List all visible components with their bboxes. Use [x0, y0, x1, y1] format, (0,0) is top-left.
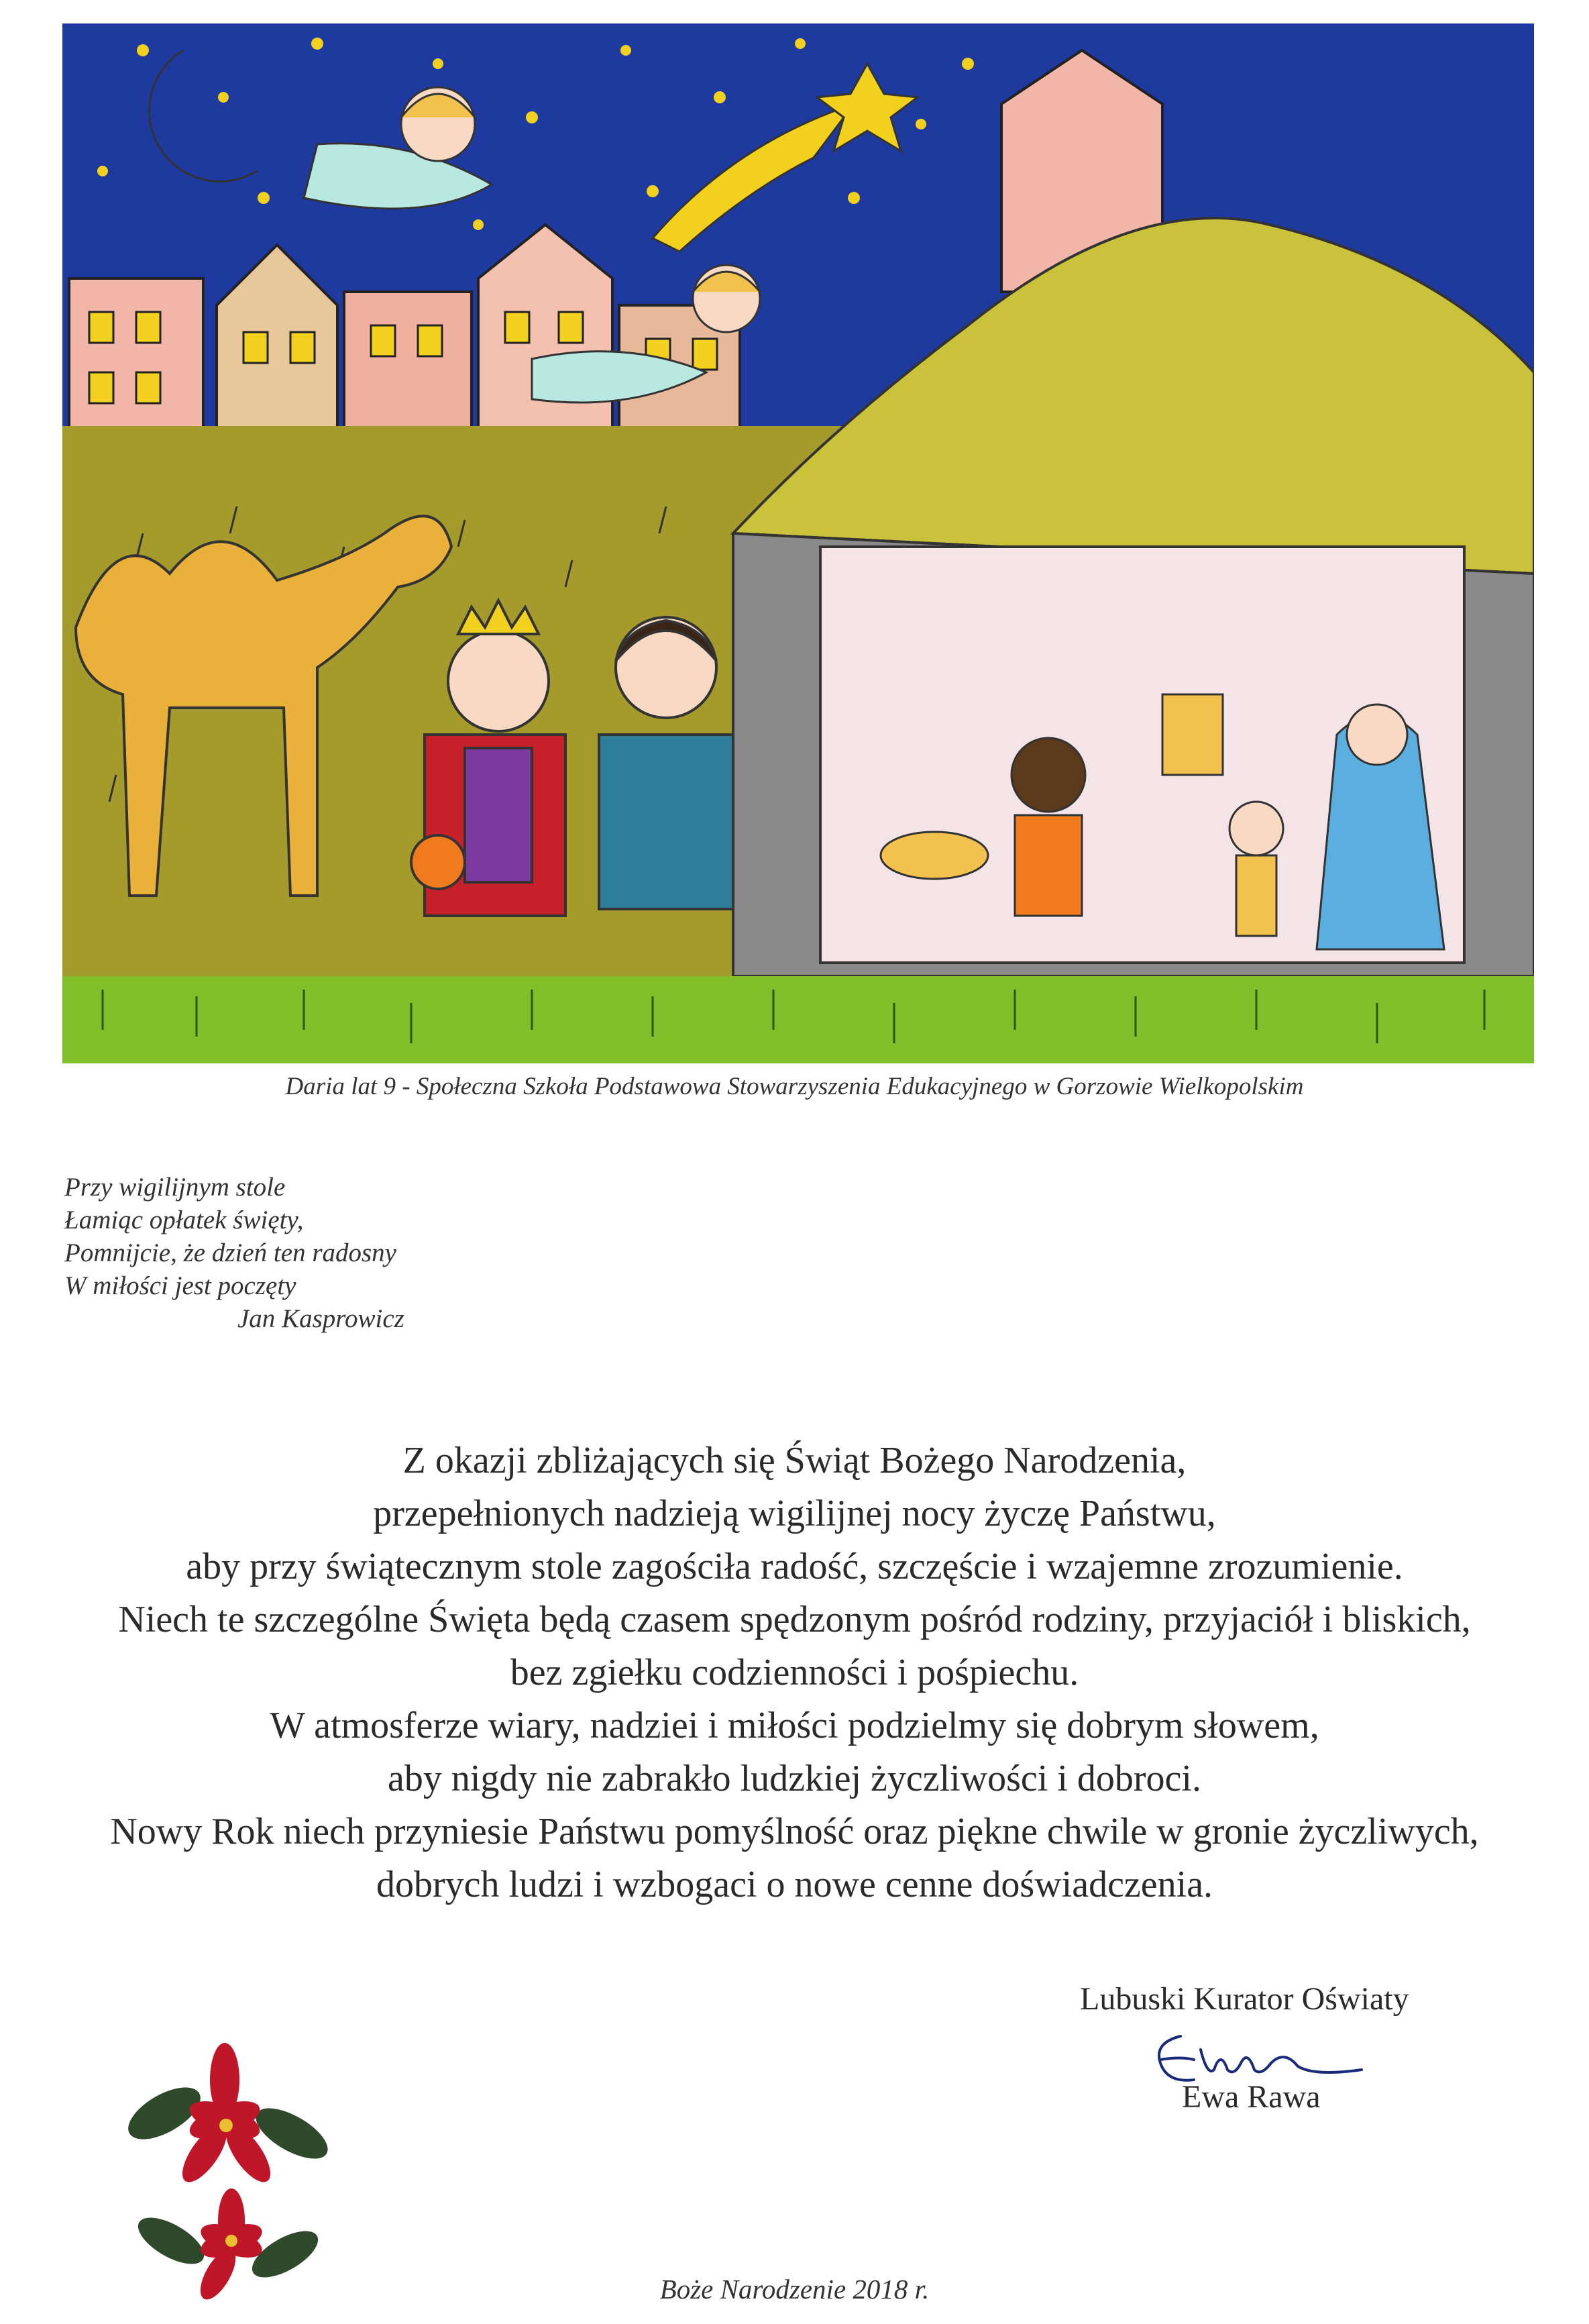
poem-line: Pomnijcie, że dzień ten radosny — [64, 1238, 396, 1267]
greeting-line: Nowy Rok niech przyniesie Państwu pomyślność oraz piękne chwile w gronie życzliwych, — [110, 1811, 1479, 1852]
poem-line: Przy wigilijnym stole — [64, 1173, 286, 1202]
greeting-line: przepełnionych nadzieją wigilijnej nocy życzę Państwu, — [373, 1493, 1216, 1534]
poem-line: W miłości jest poczęty — [64, 1271, 296, 1300]
footer-date: Boże Narodzenie 2018 r. — [659, 2274, 930, 2305]
greeting-line: aby przy świątecznym stole zagościła radość, szczęście i wzajemne zrozumienie. — [186, 1546, 1403, 1587]
nativity-illustration — [62, 23, 1534, 1063]
greeting-line: bez zgiełku codzienności i pośpiechu. — [510, 1652, 1079, 1693]
signatory-title: Lubuski Kurator Oświaty — [1080, 1981, 1409, 2017]
illustration-caption: Daria lat 9 - Społeczna Szkoła Podstawowa Stowarzyszenia Edukacyjnego w Gorzowie Wielkopolskim — [285, 1073, 1304, 1100]
greeting-line: dobrych ludzi i wzbogaci o nowe cenne doświadczenia. — [376, 1864, 1213, 1905]
poem — [64, 1171, 404, 1335]
signatory-name: Ewa Rawa — [1182, 2079, 1321, 2115]
poem-line: Łamiąc opłatek święty, — [64, 1206, 304, 1234]
shepherd-boy — [599, 617, 733, 909]
greeting-line: Z okazji zbliżających się Świąt Bożego Narodzenia, — [402, 1440, 1187, 1481]
greeting-line: aby nigdy nie zabrakło ludzkiej życzliwości i dobroci. — [388, 1758, 1201, 1799]
greeting-line: Niech te szczególne Święta będą czasem spędzonym pośród rodziny, przyjaciół i bliskich, — [118, 1599, 1471, 1640]
greeting-text — [0, 1434, 1589, 1911]
poem-author: Jan Kasprowicz — [237, 1304, 404, 1333]
greeting-line: W atmosferze wiary, nadziei i miłości podzielmy się dobrym słowem, — [270, 1705, 1319, 1746]
